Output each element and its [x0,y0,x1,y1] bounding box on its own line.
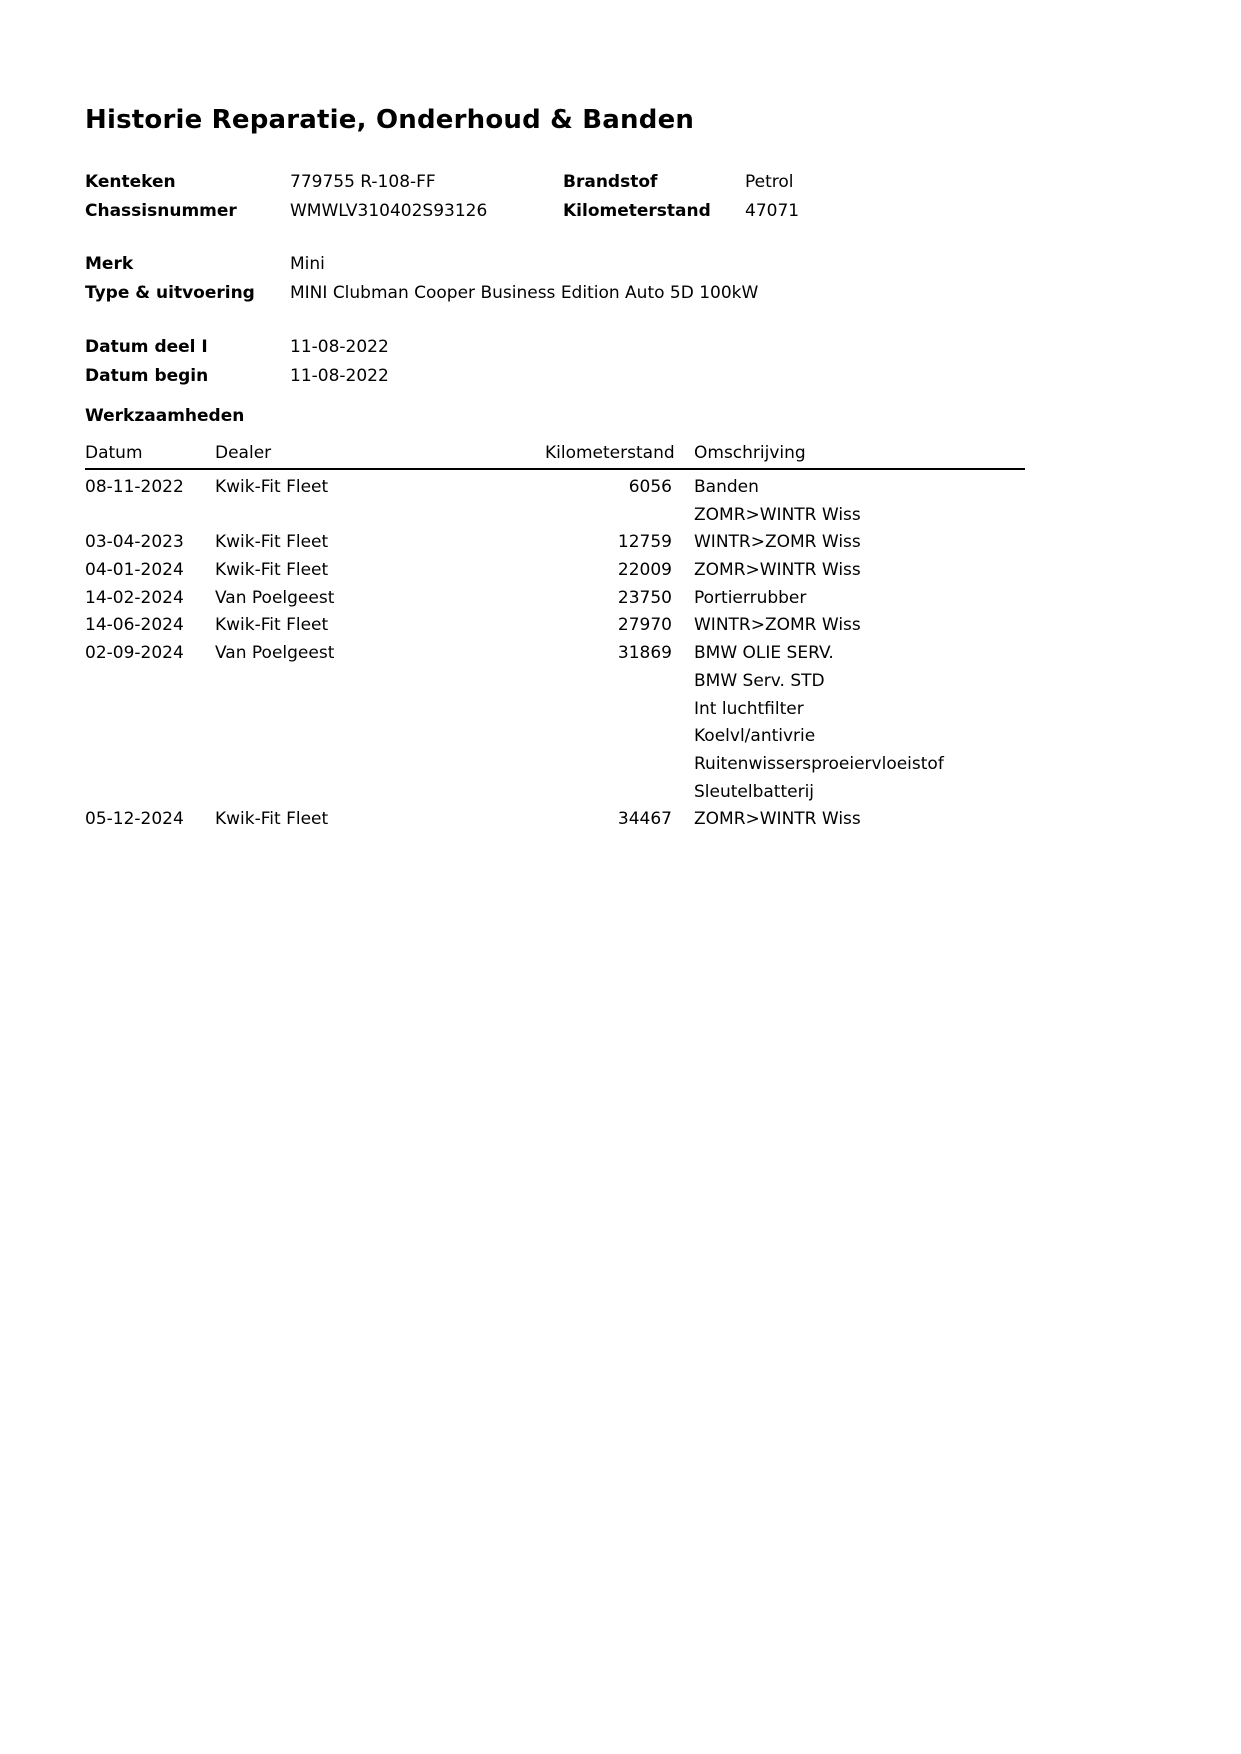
table-row [85,502,1025,530]
label-kenteken: Kenteken [85,172,176,192]
cell-dealer: Kwik-Fit Fleet [215,477,329,497]
page-title: Historie Reparatie, Onderhoud & Banden [85,105,695,135]
value-datum-deel-1: 11-08-2022 [290,337,389,357]
cell-omschrijving: Int luchtfilter [694,698,804,719]
cell-kilometerstand: 12759 [617,532,672,553]
cell-omschrijving: Koelvl/antivrie [694,726,816,747]
work-table-body [85,474,1025,834]
cell-datum [85,723,215,751]
table-row [85,529,1025,557]
cell-kilometerstand [545,696,672,724]
cell-kilometerstand [545,751,672,779]
table-row [85,474,1025,502]
table-row [85,696,1025,724]
cell-omschrijving: BMW OLIE SERV. [694,643,834,664]
cell-dealer: Kwik-Fit Fleet [215,809,329,830]
cell-omschrijving: Banden [694,477,759,497]
cell-datum: 04-01-2024 [85,560,184,581]
label-merk: Merk [85,254,134,274]
value-datum-begin: 11-08-2022 [290,365,389,386]
cell-datum [85,751,215,779]
cell-dealer [215,779,545,807]
label-datum-begin: Datum begin [85,365,209,386]
cell-datum: 05-12-2024 [85,809,184,830]
cell-kilometerstand: 31869 [617,643,672,664]
cell-kilometerstand: 22009 [617,560,672,581]
cell-dealer [215,668,545,696]
dates-section [85,333,745,390]
cell-omschrijving: BMW Serv. STD [694,670,825,691]
cell-omschrijving: WINTR>ZOMR Wiss [694,615,861,636]
col-header-dealer: Dealer [215,443,272,463]
cell-dealer: Kwik-Fit Fleet [215,615,329,636]
value-kenteken: 779755 R-108-FF [290,172,436,192]
label-kilometerstand: Kilometerstand [563,200,711,221]
cell-omschrijving: Ruitenwissersproeiervloeistof [694,753,944,774]
table-row [85,585,1025,613]
cell-datum: 02-09-2024 [85,643,184,664]
label-type-uitvoering: Type & uitvoering [85,282,255,303]
cell-omschrijving: Sleutelbatterij [694,781,815,802]
table-row [85,668,1025,696]
label-chassisnummer: Chassisnummer [85,200,237,221]
cell-dealer [215,723,545,751]
col-header-omschrijving: Omschrijving [694,443,806,463]
table-row [85,612,1025,640]
identity-section [85,168,799,225]
cell-dealer: Van Poelgeest [215,643,335,664]
table-row [85,557,1025,585]
work-table-header [85,444,1025,470]
cell-kilometerstand: 6056 [628,477,672,497]
value-type-uitvoering: MINI Clubman Cooper Business Edition Auto 5D 100kW [290,282,759,303]
cell-kilometerstand [545,668,672,696]
value-chassisnummer: WMWLV310402S93126 [290,200,488,221]
cell-omschrijving: ZOMR>WINTR Wiss [694,560,861,581]
value-brandstof: Petrol [745,172,794,192]
cell-dealer: Kwik-Fit Fleet [215,560,329,581]
col-header-kilometerstand: Kilometerstand [545,443,675,463]
cell-datum: 03-04-2023 [85,532,184,553]
cell-datum [85,668,215,696]
werkzaamheden-heading: Werkzaamheden [85,406,245,426]
cell-datum [85,696,215,724]
cell-datum: 14-06-2024 [85,615,184,636]
cell-dealer [215,502,545,530]
cell-datum: 08-11-2022 [85,477,184,497]
cell-kilometerstand [545,723,672,751]
value-kilometerstand: 47071 [745,200,800,221]
cell-omschrijving: ZOMR>WINTR Wiss [694,809,861,830]
cell-kilometerstand: 34467 [617,809,672,830]
cell-omschrijving: WINTR>ZOMR Wiss [694,532,861,553]
table-row [85,806,1025,834]
brand-section [85,250,759,307]
table-row [85,640,1025,668]
cell-dealer [215,696,545,724]
cell-datum [85,779,215,807]
cell-kilometerstand: 27970 [617,615,672,636]
table-row [85,723,1025,751]
cell-datum: 14-02-2024 [85,587,184,608]
work-history-table [85,444,1025,834]
cell-dealer: Van Poelgeest [215,587,335,608]
col-header-datum: Datum [85,443,143,463]
cell-omschrijving: Portierrubber [694,587,807,608]
value-merk: Mini [290,254,325,274]
label-brandstof: Brandstof [563,172,658,192]
table-row [85,751,1025,779]
cell-dealer: Kwik-Fit Fleet [215,532,329,553]
table-row [85,779,1025,807]
cell-dealer [215,751,545,779]
cell-kilometerstand [545,779,672,807]
label-datum-deel-1: Datum deel I [85,337,208,357]
cell-kilometerstand: 23750 [617,587,672,608]
cell-datum [85,502,215,530]
cell-kilometerstand [545,502,672,530]
cell-omschrijving: ZOMR>WINTR Wiss [694,504,861,525]
